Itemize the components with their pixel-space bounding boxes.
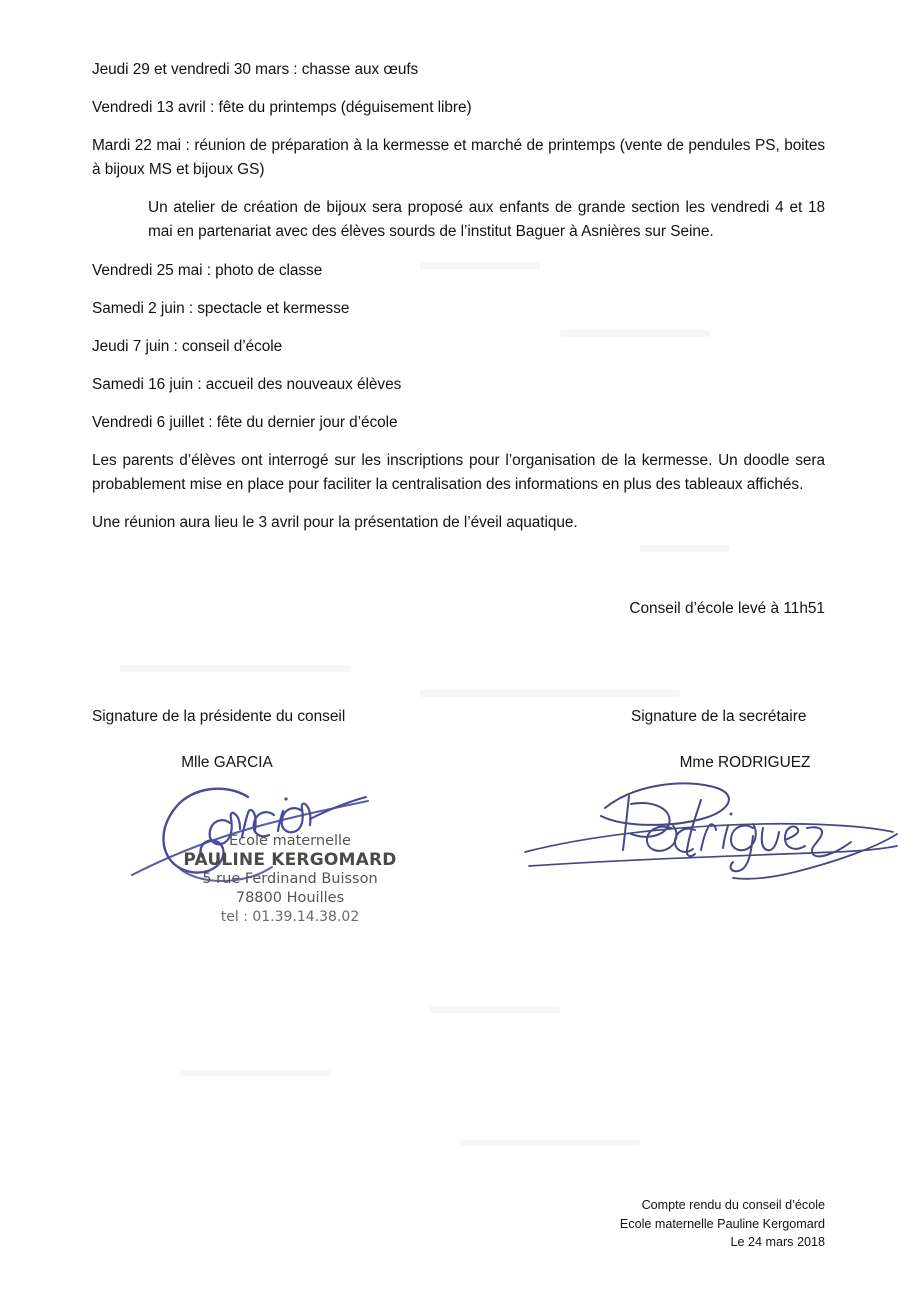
stamp-line-ecole-maternelle: Ecole maternelle [229,833,351,849]
paragraph-date-dernier-jour: Vendredi 6 juillet : fête du dernier jour d’école [92,414,398,431]
scan-artifact [120,665,350,672]
document-body [92,58,825,549]
footer-line-school: Ecole maternelle Pauline Kergomard [619,1216,825,1231]
paragraph-date-fete-printemps: Vendredi 13 avril : fête du printemps (déguisement libre) [92,99,472,116]
stamp-line-school-name: PAULINE KERGOMARD [183,850,397,870]
paragraph-date-spectacle-kermesse: Samedi 2 juin : spectacle et kermesse [92,300,350,317]
footer-line-title: Compte rendu du conseil d’école [641,1198,825,1212]
handwritten-signature-rodriguez [505,770,905,885]
signature-name-secretary: Mme RODRIGUEZ [679,754,811,771]
paragraph-atelier-bijoux: Un atelier de création de bijoux sera proposé aux enfants de grande section les vendredi 4 et 18 mai en partenariat avec des élèves sourds de l’institut Baguer à Asnières sur Seine. [148,199,825,240]
paragraph-date-accueil-nouveaux-eleves: Samedi 16 juin : accueil des nouveaux élèves [92,376,402,393]
stamp-line-city: 78800 Houilles [235,890,345,906]
signature-block-secretary [631,705,911,775]
paragraph-inscriptions-doodle: Les parents d’élèves ont interrogé sur les inscriptions pour l’organisation de la kermesse. Un doodle sera probablement mise en place pour faciliter la centralisation des informations en plus des tableaux affichés. [92,452,825,493]
scan-artifact [180,1070,330,1076]
paragraph-date-chasse-aux-oeufs: Jeudi 29 et vendredi 30 mars : chasse aux œufs [92,61,419,78]
paragraph-date-reunion-kermesse: Mardi 22 mai : réunion de préparation à la kermesse et marché de printemps (vente de pendules PS, boites à bijoux MS et bijoux GS) [92,137,825,178]
scan-artifact [420,690,680,697]
stamp-line-street: 5 rue Ferdinand Buisson [202,871,378,887]
signature-heading-president: Signature de la présidente du conseil [92,708,346,725]
footer-line-date: Le 24 mars 2018 [730,1235,825,1249]
paragraph-reunion-eveil-aquatique: Une réunion aura lieu le 3 avril pour la présentation de l’éveil aquatique. [92,514,578,531]
signature-heading-secretary: Signature de la secrétaire [631,708,807,725]
closing-statement: Conseil d’école levé à 11h51 [629,600,825,617]
paragraph-date-photo-classe: Vendredi 25 mai : photo de classe [92,262,323,279]
scan-artifact [460,1140,640,1146]
school-rubber-stamp [160,832,420,927]
stamp-line-phone: tel : 01.39.14.38.02 [220,909,360,925]
paragraph-date-conseil-ecole: Jeudi 7 juin : conseil d’école [92,338,283,355]
page-footer [430,1196,825,1252]
signature-block-president [92,705,422,775]
scan-artifact [430,1006,560,1013]
signature-name-president: Mlle GARCIA [181,754,273,771]
